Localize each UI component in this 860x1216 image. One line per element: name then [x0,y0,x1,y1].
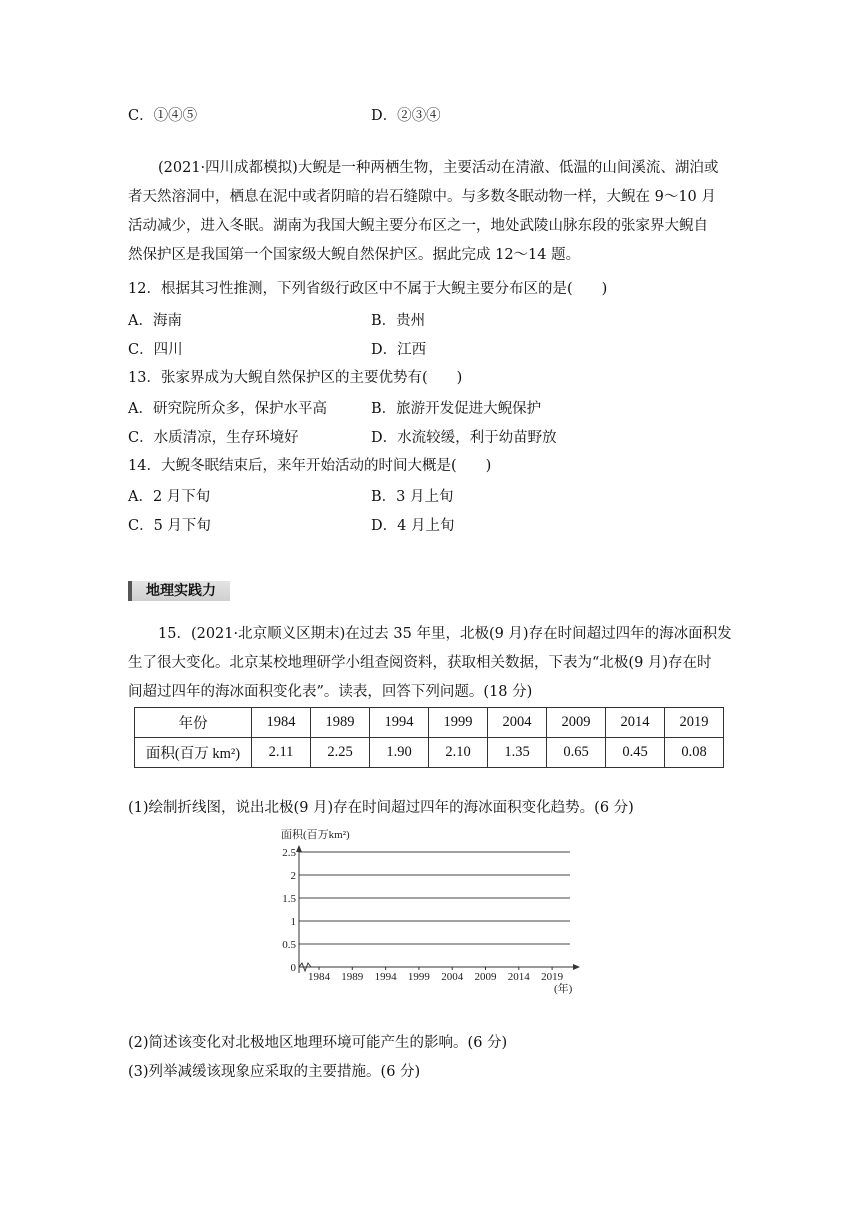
x-tick-label: 1984 [308,971,330,983]
question-stem: 14．大鲵冬眠结束后，来年开始活动的时间大概是( ) [128,458,492,474]
option-d: D．水流较缓，利于幼苗野放 [371,430,557,446]
table-cell: 2.10 [429,738,488,768]
sub-question-3: (3)列举减缓该现象应采取的主要措施。(6 分) [128,1064,421,1080]
x-tick-label: 1999 [407,971,430,983]
y-tick-label: 2 [290,870,296,882]
table-cell: 2.11 [252,738,311,768]
table-cell: 0.08 [665,738,724,768]
passage-line: 者天然溶洞中，栖息在泥中或者阴暗的岩石缝隙中。与多数冬眠动物一样，大鲵在 9～10 月 [128,189,716,205]
sea-ice-table [134,707,724,768]
option-c: C．5 月下旬 [128,518,211,534]
question-line: 间超过四年的海冰面积变化表”。读表，回答下列问题。(18 分) [128,684,533,700]
x-tick-label: 2004 [441,971,464,983]
option-c-prev: C．①④⑤ [128,108,198,124]
y-axis-arrow [296,845,302,852]
option-b: B．旅游开发促进大鲵保护 [371,401,542,417]
option-a: A．海南 [128,313,182,329]
table-cell: 2019 [665,708,724,738]
chart-xlabel: (年) [554,983,573,995]
table-row [135,708,724,738]
x-tick-label: 1994 [374,971,397,983]
x-tick-label: 2009 [474,971,497,983]
passage-line: 活动减少，进入冬眠。湖南为我国大鲵主要分布区之一，地处武陵山脉东段的张家界大鲵自 [128,218,708,234]
table-cell: 2004 [488,708,547,738]
passage-line: (2021·四川成都模拟)大鲵是一种两栖生物，主要活动在清澈、低温的山间溪流、湖泊或 [158,160,719,176]
x-tick-label: 2019 [541,971,564,983]
table-cell: 1994 [370,708,429,738]
table-header-label: 年份 [135,708,252,738]
option-b: B．贵州 [371,313,426,329]
option-b: B．3 月上旬 [371,489,454,505]
table-cell: 1984 [252,708,311,738]
y-tick-label: 1.5 [282,893,296,905]
table-cell: 2014 [606,708,665,738]
table-cell: 1.35 [488,738,547,768]
blank-line-chart [270,825,590,997]
y-tick-label: 0 [290,962,296,974]
table-cell: 2009 [547,708,606,738]
table-cell: 0.65 [547,738,606,768]
table-cell: 2.25 [311,738,370,768]
x-axis-arrow [573,964,580,970]
option-d-prev: D．②③④ [371,108,441,124]
question-line: 15．(2021·北京顺义区期末)在过去 35 年里，北极(9 月)存在时间超过四年的海冰面积发 [158,626,732,642]
x-tick-label: 1989 [341,971,364,983]
table-cell: 1989 [311,708,370,738]
option-d: D．4 月上旬 [371,518,455,534]
chart-y-ticks [282,847,296,974]
chart-ylabel: 面积(百万km²) [281,829,350,841]
sub-question-1: (1)绘制折线图，说出北极(9 月)存在时间超过四年的海冰面积变化趋势。(6 分) [128,800,634,816]
option-d: D．江西 [371,342,427,358]
y-tick-label: 1 [290,916,296,928]
option-a: A．2 月下旬 [128,489,211,505]
sub-question-2: (2)简述该变化对北极地区地理环境可能产生的影响。(6 分) [128,1035,508,1051]
chart-grid [299,852,570,944]
option-c: C．水质清凉，生存环境好 [128,430,299,446]
option-c: C．四川 [128,342,183,358]
chart-x-ticks [308,967,564,983]
option-a: A．研究院所众多，保护水平高 [128,401,327,417]
passage-line: 然保护区是我国第一个国家级大鲵自然保护区。据此完成 12～14 题。 [128,247,581,263]
section-title: 地理实践力 [128,581,230,601]
question-stem: 12．根据其习性推测，下列省级行政区中不属于大鲵主要分布区的是( ) [128,281,608,297]
table-cell: 1999 [429,708,488,738]
table-cell: 1.90 [370,738,429,768]
question-line: 生了很大变化。北京某校地理研学小组查阅资料，获取相关数据，下表为“北极(9 月)存在时 [128,655,712,671]
table-row [135,738,724,768]
y-tick-label: 2.5 [282,847,296,859]
question-stem: 13．张家界成为大鲵自然保护区的主要优势有( ) [128,370,463,386]
table-cell: 0.45 [606,738,665,768]
x-tick-label: 2014 [507,971,530,983]
table-row-label: 面积(百万 km²) [135,738,252,768]
y-tick-label: 0.5 [282,939,296,951]
